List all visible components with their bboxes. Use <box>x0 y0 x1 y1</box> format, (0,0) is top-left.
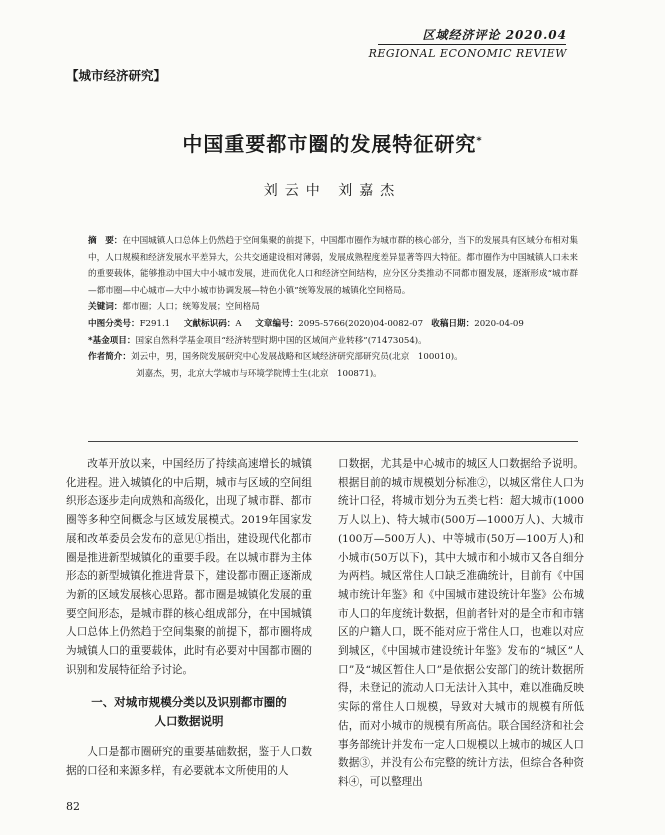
body-paragraph-2: 人口是都市圈研究的重要基础数据，鉴于人口数据的口径和来源多样，有必要就本文所使用的人 <box>66 746 312 778</box>
abstract-label: 摘 要： <box>88 236 123 246</box>
abstract <box>88 233 578 299</box>
clc-label: 中图分类号： <box>88 318 140 329</box>
received-value: 2020-04-09 <box>474 318 524 329</box>
meta-line <box>88 316 578 333</box>
article-label: 文章编号： <box>255 318 299 329</box>
received-label: 收稿日期： <box>431 318 475 329</box>
header-rule <box>378 44 566 45</box>
journal-title-cn: 区域经济评论 2020.04 <box>422 28 567 42</box>
author-info-label: 作者简介： <box>88 352 131 363</box>
fund-label: *基金项目： <box>88 335 136 346</box>
body-right-column <box>338 455 584 792</box>
paper-title <box>0 128 665 157</box>
section-heading-line2: 人口数据说明 <box>154 714 224 729</box>
keywords-label: 关键词： <box>88 302 123 313</box>
body-paragraph-3: 口数据，尤其是中心城市的城区人口数据给予说明。根据目前的城市规模划分标准②，以城区常住人口为统计口径，将城市划分为五类七档：超大城市(1000万人以上)、特大城市(500万—1000万人)、大城市(100万—500万人)、中等城市(50万—100万人)和小城市(50万以下)，其中大城市和小城市又各自细分为两档。城区常住人口缺乏准确统计，目前有《中国城市统计年鉴》和《中国城市建设统计年鉴》公布城市人口的年度统计数据，但前者针对的是全市和市辖区的户籍人口，既不能对应于常住人口，也难以对应到城区，《中国城市建设统计年鉴》发布的“城区”人口”及“城区暂住人口”是依据公安部门的统计数据所得，未登记的流动人口无法计入其中，难以准确反映实际的常住人口规模，导致对大城市的规模有所低估，而对小城市的规模有所高估。联合国经济和社会事务部统计并发布一定人口规模以上城市的城区人口数据③，并没有公布完整的统计方法，但综合各种资料④，可以整理出 <box>338 458 584 788</box>
doc-value: A <box>235 318 242 329</box>
journal-title-en: REGIONAL ECONOMIC REVIEW <box>368 47 567 60</box>
author-info-line1 <box>88 349 578 366</box>
fund-text: 国家自然科学基金项目“经济转型时期中国的区域间产业转移”(71473054)。 <box>135 335 427 346</box>
clc-value: F291.1 <box>139 318 171 329</box>
keywords-text: 都市圈；人口；统筹发展；空间格局 <box>122 302 260 313</box>
body-left-column <box>66 455 312 781</box>
doc-label: 文献标识码： <box>183 318 236 329</box>
section-heading-line1: 一、对城市规模分类以及识别都市圈的 <box>91 695 287 710</box>
page-number: 82 <box>66 800 80 813</box>
abstract-block <box>88 233 578 382</box>
fund-line <box>88 333 578 350</box>
author-info-line2: 刘嘉杰，男，北京大学城市与环境学院博士生(北京 100871)。 <box>136 368 382 379</box>
author-info-text1: 刘云中，男，国务院发展研究中心发展战略和区域经济研究部研究员(北京 100010)。 <box>130 352 463 363</box>
section-tag: 【城市经济研究】 <box>66 68 167 83</box>
authors: 刘云中 刘嘉杰 <box>263 183 402 199</box>
keywords <box>88 299 578 316</box>
article-value: 2095-5766(2020)04-0082-07 <box>298 318 424 329</box>
body-paragraph-1: 改革开放以来，中国经历了持续高速增长的城镇化进程。进入城镇化的中后期，城市与区域的空间组织形态逐步走向成熟和高级化，出现了城市群、都市圈等多种空间概念与区域发展模式。2019年国家发展和改革委员会发布的意见①指出，建设现代化都市圈是推进新型城镇化的重要手段。在以城市群为主体形态的新型城镇化推进背景下，建设都市圈正逐渐成为新的区域发展核心思路。都市圈是城镇化发展的重要空间形态，是城市群的核心组成部分，在中国城镇人口总体上仍然趋于空间集聚的前提下，都市圈将成为城镇人口的重要载体，此时有必要对中国都市圈的识别和发展特征给予讨论。 <box>66 458 312 676</box>
paper-title-text: 中国重要都市圈的发展特征研究 <box>182 132 477 156</box>
section-heading-1 <box>66 693 312 731</box>
title-footnote-mark: * <box>476 135 483 147</box>
section-divider <box>88 441 578 442</box>
abstract-text: 在中国城镇人口总体上仍然趋于空间集聚的前提下，中国都市圈作为城市群的核心部分，当下的发展具有区域分布相对集中，人口规模和经济发展水平差异大，公共交通建设相对薄弱，发展成熟程度差异显著等四大特征。都市圈作为中国城镇人口未来的重要载体，能够推动中国大中小城市发展，进而优化人口和经济空间结构，应分区分类推动不同都市圈发展，逐渐形成“城市群—都市圈—中心城市—大中小城市协调发展—特色小镇”统筹发展的城镇化空间格局。 <box>88 236 578 296</box>
